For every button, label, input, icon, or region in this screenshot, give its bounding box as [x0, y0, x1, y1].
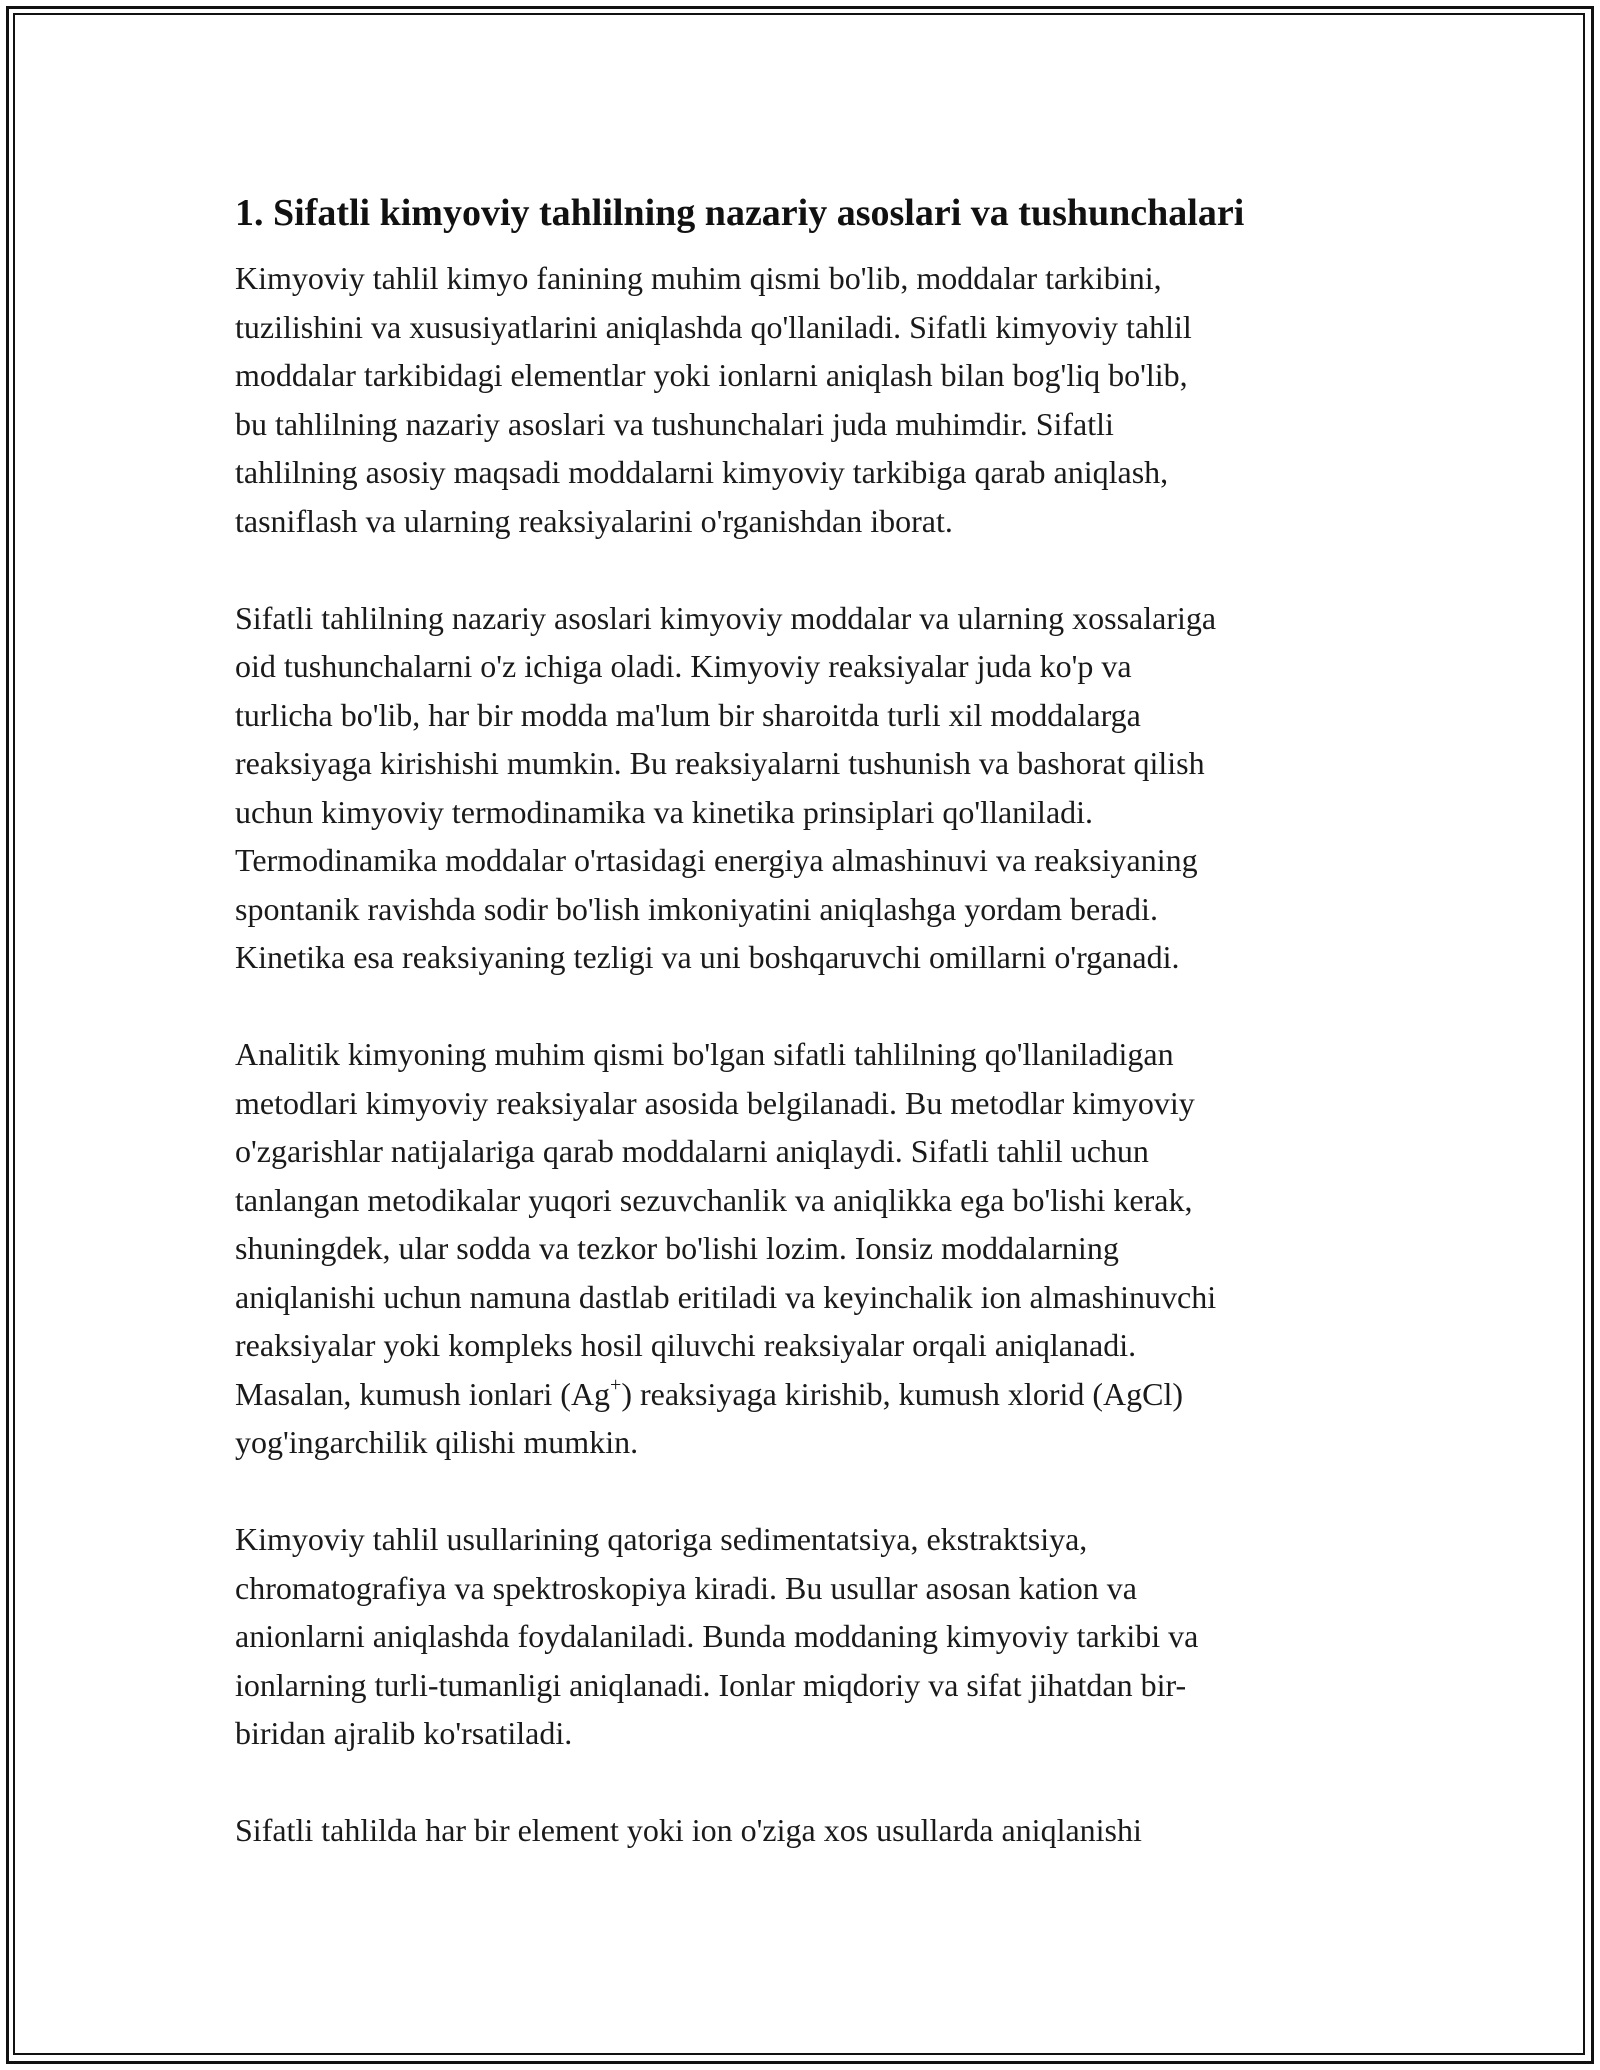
- text-line: Kimyoviy tahlil usullarining qatoriga sedimentatsiya, ekstraktsiya,: [235, 1521, 1088, 1557]
- text-line: Kimyoviy tahlil kimyo fanining muhim qismi bo'lib, moddalar tarkibini,: [235, 260, 1162, 296]
- text-line: tahlilning asosiy maqsadi moddalarni kimyoviy tarkibiga qarab aniqlash,: [235, 454, 1169, 490]
- paragraph-4: [235, 1515, 1375, 1758]
- formula-text-before: Masalan, kumush ionlari (Ag: [235, 1375, 611, 1412]
- text-line: chromatografiya va spektroskopiya kiradi. Bu usullar asosan kation va: [235, 1569, 1137, 1606]
- paragraph-1: [235, 254, 1375, 545]
- text-line: o'zgarishlar natijalariga qarab moddalarni aniqlaydi. Sifatli tahlil uchun: [235, 1133, 1149, 1169]
- text-line: spontanik ravishda sodir bo'lish imkoniyatini aniqlashga yordam beradi.: [235, 890, 1158, 927]
- paragraph-2: [235, 594, 1375, 982]
- text-line: Termodinamika moddalar o'rtasidagi energiya almashinuvi va reaksiyaning: [235, 842, 1198, 878]
- text-line: Analitik kimyoning muhim qismi bo'lgan sifatli tahlilning qo'llaniladigan: [235, 1036, 1174, 1072]
- paragraph-5: [235, 1806, 1375, 1855]
- text-line: ionlarning turli-tumanligi aniqlanadi. Ionlar miqdoriy va sifat jihatdan bir-: [235, 1666, 1187, 1703]
- text-line: reaksiyalar yoki kompleks hosil qiluvchi reaksiyalar orqali aniqlanadi.: [235, 1327, 1137, 1363]
- text-line: shuningdek, ular sodda va tezkor bo'lishi lozim. Ionsiz moddalarning: [235, 1230, 1119, 1266]
- text-line: tanlangan metodikalar yuqori sezuvchanlik va aniqlikka ega bo'lishi kerak,: [235, 1181, 1193, 1218]
- text-line: Sifatli tahlilda har bir element yoki ion o'ziga xos usullarda aniqlanishi: [235, 1812, 1142, 1848]
- text-line: uchun kimyoviy termodinamika va kinetika prinsiplari qo'llaniladi.: [235, 793, 1094, 830]
- text-line: aniqlanishi uchun namuna dastlab eritiladi va keyinchalik ion almashinuvchi: [235, 1278, 1217, 1315]
- formula-line: [235, 1370, 1375, 1419]
- text-line: reaksiyaga kirishishi mumkin. Bu reaksiyalarni tushunish va bashorat qilish: [235, 745, 1205, 781]
- text-line: yog'ingarchilik qilishi mumkin.: [235, 1424, 639, 1460]
- text-line: moddalar tarkibidagi elementlar yoki ionlarni aniqlash bilan bog'liq bo'lib,: [235, 357, 1188, 393]
- text-line: biridan ajralib ko'rsatiladi.: [235, 1715, 573, 1751]
- text-line: Sifatli tahlilning nazariy asoslari kimyoviy moddalar va ularning xossalariga: [235, 599, 1217, 636]
- text-line: Kinetika esa reaksiyaning tezligi va uni boshqaruvchi omillarni o'rganadi.: [235, 939, 1180, 975]
- charge-superscript: +: [610, 1373, 622, 1396]
- text-line: tasniflash va ularning reaksiyalarini o'rganishdan iborat.: [235, 502, 953, 539]
- text-line: oid tushunchalarni o'z ichiga oladi. Kimyoviy reaksiyalar juda ko'p va: [235, 648, 1132, 684]
- document-body: [235, 184, 1375, 1903]
- text-line: bu tahlilning nazariy asoslari va tushunchalari juda muhimdir. Sifatli: [235, 405, 1114, 442]
- paragraph-3: [235, 1030, 1375, 1467]
- text-line: metodlari kimyoviy reaksiyalar asosida belgilanadi. Bu metodlar kimyoviy: [235, 1084, 1195, 1121]
- section-heading: 1. Sifatli kimyoviy tahlilning nazariy asoslari va tushunchalari: [235, 192, 1245, 234]
- text-line: turlicha bo'lib, har bir modda ma'lum bir sharoitda turli xil moddalarga: [235, 696, 1141, 733]
- text-line: tuzilishini va xususiyatlarini aniqlashda qo'llaniladi. Sifatli kimyoviy tahlil: [235, 308, 1192, 345]
- text-line: anionlarni aniqlashda foydalaniladi. Bunda moddaning kimyoviy tarkibi va: [235, 1618, 1199, 1654]
- formula-text-after: ) reaksiyaga kirishib, kumush xlorid (AgCl): [621, 1375, 1184, 1412]
